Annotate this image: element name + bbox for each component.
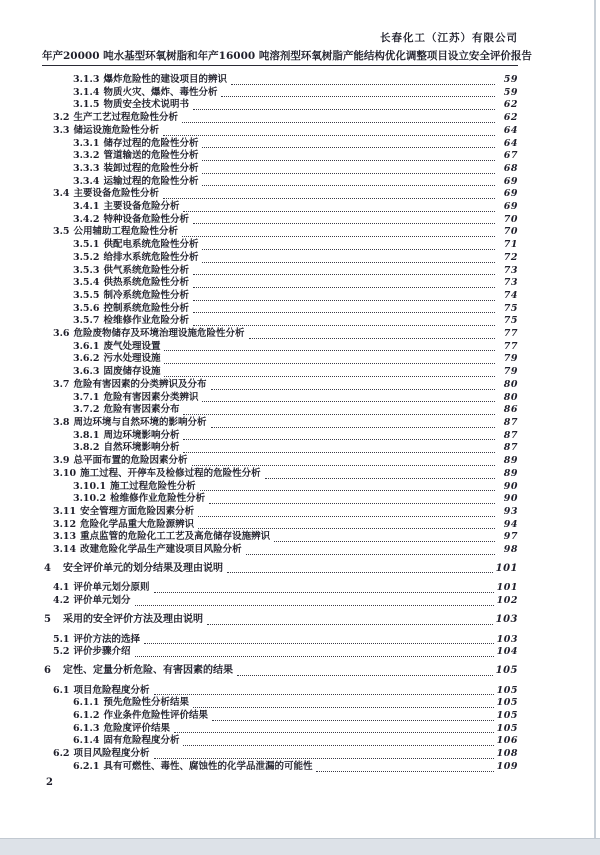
dot-leader [193,707,494,708]
toc-entry-page: 105 [496,710,518,722]
toc-entry-label: 固废储存设施 [103,366,161,378]
toc-entry-number: 3.5.6 [73,302,100,314]
toc-entry-page: 105 [496,697,518,709]
dot-leader [163,198,495,199]
toc-entry [73,430,518,443]
toc-entry-label: 生产工艺过程危险性分析 [73,112,179,124]
toc-entry-label: 物质火灾、爆炸、毒性分析 [103,86,218,98]
toc-entry-number: 6.1.4 [73,735,100,747]
toc-entry-number: 6.1.3 [73,722,100,734]
toc-entry-label: 评价步骤介绍 [73,646,131,658]
toc-entry-number: 3.4 [53,188,70,200]
toc-entry-page: 103 [496,633,518,645]
dot-leader [227,572,493,573]
dot-leader [135,656,494,657]
toc-entry [53,506,518,519]
toc-entry-number: 5 [44,613,51,625]
toc-entry [73,214,518,227]
toc-entry-page: 69 [503,175,518,187]
toc-entry-number: 4 [44,562,51,574]
dot-leader [174,732,494,733]
toc-entry-label: 预先危险性分析结果 [103,697,189,709]
toc-entry-number: 3.5.2 [73,251,100,263]
dot-leader [144,643,494,644]
toc-entry [73,442,518,455]
toc-entry [73,74,518,87]
dot-leader [164,376,495,377]
toc-entry-page: 75 [503,315,518,327]
toc-entry-page: 74 [503,289,518,301]
dot-leader [212,720,494,721]
toc-entry-page: 105 [495,664,518,676]
toc-entry-page: 89 [503,467,518,479]
toc-entry-number: 3.3.2 [73,150,100,162]
toc-entry-label: 周边环境与自然环境的影响分析 [73,416,207,428]
toc-entry-label: 自然环境影响分析 [103,442,180,454]
toc-entry [73,252,518,265]
toc-entry-page: 108 [496,748,518,760]
toc-entry-page: 86 [503,404,518,416]
toc-entry-page: 105 [496,684,518,696]
toc-entry-number: 3.3.4 [73,175,100,187]
toc-entry-label: 评价单元划分 [73,595,131,607]
toc-entry-label: 管道输送的危险性分析 [103,150,199,162]
toc-entry [73,150,518,163]
toc-entry-label: 安全评价单元的划分结果及理由说明 [62,562,223,574]
toc-entry-number: 6 [44,664,51,676]
toc-entry [73,341,518,354]
toc-entry-page: 64 [503,124,518,136]
toc-entry [73,481,518,494]
toc-entry-number: 6.1.2 [73,710,100,722]
toc-entry-page: 70 [503,213,518,225]
dot-leader [163,135,495,136]
toc-entry-label: 危险有害因素分类辨识 [103,391,199,403]
toc-entry-label: 危险化学品重大危险源辨识 [80,518,195,530]
toc-entry-label: 控制系统危险性分析 [103,302,189,314]
toc-entry-page: 109 [496,760,518,772]
toc-entry [73,201,518,214]
toc-entry-label: 主要设备危险分析 [103,201,180,213]
toc-entry [53,417,518,430]
toc-entry-page: 77 [503,328,518,340]
toc-entry-number: 3.2 [53,112,70,124]
toc-entry-label: 采用的安全评价方法及理由说明 [62,613,203,625]
dot-leader [182,236,495,237]
toc-entry-page: 68 [503,162,518,174]
toc-entry-page: 69 [503,201,518,213]
toc-entry [73,138,518,151]
toc-entry-page: 72 [503,251,518,263]
toc-entry-number: 3.7.2 [73,404,100,416]
dot-leader [316,771,493,772]
dot-leader [193,223,495,224]
toc-entry [53,379,518,392]
dot-leader [135,605,494,606]
toc-list [42,74,518,774]
dot-leader [193,274,495,275]
toc-entry-page: 106 [496,735,518,747]
toc-entry [73,735,518,748]
dot-leader [193,325,495,326]
toc-entry-label: 改建危险化学品生产建设项目风险分析 [80,544,242,556]
toc-entry-label: 危险废物储存及环境治理设施危险性分析 [73,328,245,340]
toc-entry-page: 93 [503,505,518,517]
toc-entry [53,748,518,761]
toc-entry-page: 69 [503,188,518,200]
dot-leader [164,350,495,351]
toc-entry-number: 3.10.1 [73,480,107,492]
toc-entry-label: 作业条件危险性评价结果 [103,710,208,722]
dot-leader [200,490,495,491]
toc-entry [53,646,518,659]
toc-entry-page: 77 [503,340,518,352]
toc-entry-label: 供热系统危险性分析 [103,277,189,289]
toc-entry-page: 80 [503,378,518,390]
toc-entry-page: 73 [503,277,518,289]
toc-entry-label: 定性、定量分析危险、有害因素的结果 [62,664,233,676]
toc-entry-number: 6.2 [53,748,70,760]
toc-entry-number: 3.7.1 [73,391,100,403]
toc-entry-label: 爆炸危险性的建设项目的辨识 [103,74,227,85]
toc-entry-number: 3.6.3 [73,366,100,378]
toc-entry-page: 67 [503,150,518,162]
toc-entry-label: 具有可燃性、毒性、腐蚀性的化学品泄漏的可能性 [103,760,313,772]
toc-entry-page: 62 [503,99,518,111]
dot-leader [154,592,494,593]
dot-leader [202,185,495,186]
dot-leader [202,262,495,263]
toc-entry-page: 104 [496,646,518,658]
toc-entry-number: 3.3.3 [73,162,100,174]
toc-entry-number: 3.10.2 [73,493,107,505]
toc-entry-page: 87 [503,429,518,441]
toc-entry-page: 90 [503,493,518,505]
dot-leader [193,109,495,110]
toc-entry-number: 3.4.1 [73,201,100,213]
toc-entry-label: 评价方法的选择 [73,633,141,645]
toc-entry-number: 3.9 [53,455,70,467]
toc-entry-number: 3.14 [53,544,77,556]
dot-leader [211,427,495,428]
dot-leader [154,694,494,695]
toc-entry-page: 71 [503,239,518,251]
toc-entry-number: 3.5.3 [73,264,100,276]
dot-leader [221,96,495,97]
toc-entry-label: 储存过程的危险性分析 [103,137,199,149]
toc-entry-page: 79 [503,366,518,378]
toc-entry [73,163,518,176]
toc-entry-number: 3.6.1 [73,340,100,352]
dot-leader [154,758,494,759]
dot-leader [193,300,495,301]
toc-entry-label: 项目危险程度分析 [73,684,150,696]
toc-entry [53,582,518,595]
dot-leader [193,312,495,313]
toc-entry-label: 储运设施危险性分析 [73,124,160,136]
toc-entry-number: 3.3.1 [73,137,100,149]
toc-entry-label: 供配电系统危险性分析 [103,239,199,251]
toc-entry [73,99,518,112]
toc-entry-label: 危险有害因素的分类辨识及分布 [73,378,207,390]
toc-entry [73,353,518,366]
toc-entry-number: 3.8.2 [73,442,100,454]
dot-leader [198,528,495,529]
toc-entry [73,315,518,328]
toc-entry-page: 70 [503,226,518,238]
toc-entry-page: 87 [503,442,518,454]
toc-entry-label: 项目风险程度分析 [73,748,150,760]
toc-entry-page: 97 [503,531,518,543]
toc-entry [53,685,518,698]
dot-leader [246,554,495,555]
toc-entry-number: 3.6.2 [73,353,100,365]
toc-entry-label: 物质安全技术说明书 [103,99,189,111]
dot-leader [192,465,495,466]
toc-entry-label: 重点监管的危险化工工艺及高危储存设施辨识 [80,531,271,543]
toc-entry-label: 供气系统危险性分析 [103,264,189,276]
toc-entry [73,303,518,316]
toc-entry [53,226,518,239]
toc-entry-number: 3.5.7 [73,315,100,327]
dot-leader [209,503,495,504]
dot-leader [202,147,495,148]
dot-leader [183,414,495,415]
toc-entry-number: 3.3 [53,124,70,136]
toc-entry-label: 公用辅助工程危险性分析 [73,226,179,238]
toc-entry-label: 检维修作业危险分析 [103,315,189,327]
toc-entry-label: 总平面布置的危险因素分析 [73,455,188,467]
dot-leader [198,516,495,517]
toc-entry-page: 103 [495,613,518,625]
toc-entry [44,665,518,678]
toc-entry [44,614,518,627]
dot-leader [249,338,495,339]
toc-entry-label: 运输过程的危险性分析 [103,175,199,187]
toc-entry-number: 3.6 [53,328,70,340]
toc-entry-number: 3.5.1 [73,239,100,251]
toc-entry-label: 危险度评价结果 [103,722,170,734]
dot-leader [183,211,495,212]
toc-entry-page: 59 [503,86,518,98]
toc-entry [53,634,518,647]
toc-entry [53,125,518,138]
toc-entry [73,176,518,189]
toc-entry [73,290,518,303]
dot-leader [164,363,495,364]
page-bottom-edge [0,838,600,855]
toc-entry [53,328,518,341]
toc-entry [73,392,518,405]
dot-leader [231,84,495,85]
toc-entry-number: 6.1 [53,684,70,696]
dot-leader [183,745,493,746]
toc-entry-number: 3.7 [53,378,70,390]
toc-entry-label: 特种设备危险性分析 [103,213,189,225]
dot-leader [274,541,495,542]
toc-entry-number: 6.2.1 [73,760,100,772]
toc-entry-label: 装卸过程的危险性分析 [103,162,199,174]
toc-entry-page: 64 [503,137,518,149]
toc-entry-page: 105 [496,722,518,734]
toc-entry [73,265,518,278]
dot-leader [202,401,495,402]
toc-entry-page: 102 [496,595,518,607]
toc-entry-number: 6.1.1 [73,697,100,709]
toc-entry [53,112,518,125]
toc-entry [53,595,518,608]
toc-entry-number: 4.2 [53,595,70,607]
toc-entry [73,277,518,290]
toc-entry-label: 评价单元划分原则 [73,582,150,594]
toc-entry-label: 检维修作业危险性分析 [110,493,206,505]
dot-leader [202,173,495,174]
dot-leader [237,675,493,676]
toc-entry-number: 3.4.2 [73,213,100,225]
toc-entry [73,723,518,736]
toc-entry-label: 制冷系统危险性分析 [103,289,189,301]
document-title: 年产20000 吨水基型环氧树脂和年产16000 吨溶剂型环氧树脂产能结构优化调整项目设立安全评价报告 [42,48,518,66]
dot-leader [202,249,495,250]
toc-entry-number: 3.8 [53,416,70,428]
dot-leader [183,452,495,453]
toc-entry-number: 4.1 [53,582,70,594]
toc-entry-label: 污水处理设施 [103,353,161,365]
toc-entry-label: 固有危险程度分析 [103,735,180,747]
toc-entry [73,697,518,710]
toc-entry-label: 施工过程危险性分析 [110,480,196,492]
toc-entry [53,531,518,544]
dot-leader [265,478,495,479]
toc-entry-page: 75 [503,302,518,314]
toc-entry-number: 3.10 [53,467,77,479]
page-number: 2 [46,776,53,788]
toc-entry-page: 80 [503,391,518,403]
toc-entry-number: 3.13 [53,531,77,543]
toc-entry [73,404,518,417]
toc-entry [73,710,518,723]
dot-leader [202,160,495,161]
toc-entry-label: 周边环境影响分析 [103,429,180,441]
toc-entry-page: 59 [503,74,518,85]
toc-entry [53,544,518,557]
toc-entry-number: 3.8.1 [73,429,100,441]
toc-entry [53,455,518,468]
toc-entry-page: 79 [503,353,518,365]
toc-entry-page: 101 [495,562,518,574]
toc-entry-label: 主要设备危险性分析 [73,188,160,200]
toc-entry [73,366,518,379]
toc-entry [73,761,518,774]
dot-leader [182,122,495,123]
toc-entry-label: 废气处理设置 [103,340,161,352]
toc-entry-number: 3.5.4 [73,277,100,289]
toc-entry [73,493,518,506]
toc-entry-page: 101 [496,582,518,594]
toc-entry-number: 3.1.3 [73,74,100,85]
toc-entry-number: 3.5.5 [73,289,100,301]
toc-entry-page: 89 [503,455,518,467]
dot-leader [207,624,493,625]
dot-leader [183,439,495,440]
toc-entry-number: 3.1.5 [73,99,100,111]
toc-entry-page: 90 [503,480,518,492]
toc-entry-page: 62 [503,112,518,124]
toc-entry [53,188,518,201]
toc-entry-page: 98 [503,544,518,556]
toc-entry-page: 94 [503,518,518,530]
dot-leader [193,287,495,288]
toc-entry-number: 3.5 [53,226,70,238]
toc-entry-page: 87 [503,416,518,428]
toc-entry [73,87,518,100]
toc-entry-number: 3.12 [53,518,77,530]
company-name: 长春化工（江苏）有限公司 [380,32,518,44]
toc-entry-label: 施工过程、开停车及检修过程的危险性分析 [80,467,261,479]
toc-entry-page: 73 [503,264,518,276]
toc-entry-label: 安全管理方面危险因素分析 [80,505,195,517]
dot-leader [211,389,495,390]
toc-entry [73,239,518,252]
toc-entry-number: 3.1.4 [73,86,100,98]
toc-entry [53,468,518,481]
toc-entry-number: 5.2 [53,646,70,658]
toc-entry-number: 3.11 [53,505,77,517]
toc-entry [44,563,518,576]
toc-entry [53,519,518,532]
toc-entry-label: 给排水系统危险性分析 [103,251,199,263]
toc-entry-number: 5.1 [53,633,70,645]
toc-entry-label: 危险有害因素分布 [103,404,180,416]
